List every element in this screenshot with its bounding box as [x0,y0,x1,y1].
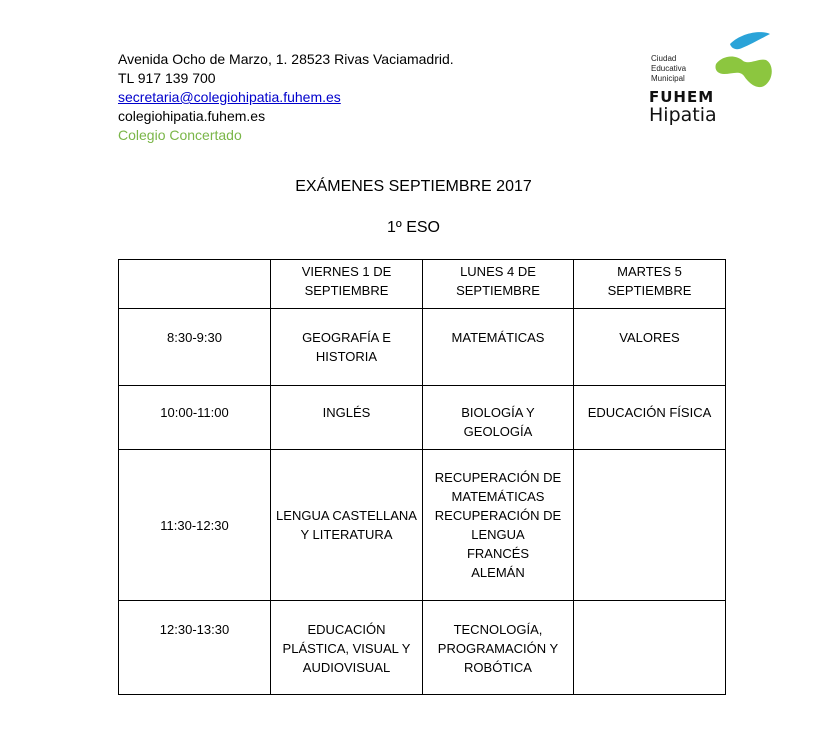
time-cell: 11:30-12:30 [119,450,271,601]
table-row [119,309,726,386]
logo-brand: FUHEM [649,88,715,106]
address-line: Avenida Ocho de Marzo, 1. 28523 Rivas Vaciamadrid. [118,51,454,67]
time-cell: 8:30-9:30 [119,309,271,386]
exam-cell: MATEMÁTICAS [423,309,574,386]
logo-swoosh-icon [712,30,774,92]
school-logo [648,30,778,130]
document-subtitle: 1º ESO [387,219,440,236]
school-type-line: Colegio Concertado [118,127,242,143]
exam-cell: VALORES [574,309,726,386]
phone-line: TL 917 139 700 [118,70,216,86]
website-line: colegiohipatia.fuhem.es [118,108,266,124]
table-row [119,386,726,450]
exam-cell: EDUCACIÓN FÍSICA [574,386,726,450]
contact-block [118,50,454,145]
exam-cell: LENGUA CASTELLANA Y LITERATURA [271,450,423,601]
exam-cell [574,601,726,695]
exam-cell: TECNOLOGÍA, PROGRAMACIÓN Y ROBÓTICA [423,601,574,695]
logo-school-name: Hipatia [649,104,717,126]
exam-cell: GEOGRAFÍA E HISTORIA [271,309,423,386]
exam-cell: EDUCACIÓN PLÁSTICA, VISUAL Y AUDIOVISUAL [271,601,423,695]
exam-cell: RECUPERACIÓN DE MATEMÁTICAS RECUPERACIÓN DE LENGUA FRANCÉS ALEMÁN [423,450,574,601]
header-cell: VIERNES 1 DE SEPTIEMBRE [271,260,423,309]
document-title: EXÁMENES SEPTIEMBRE 2017 [295,178,532,195]
email-link[interactable]: secretaria@colegiohipatia.fuhem.es [118,89,341,105]
header-cell [119,260,271,309]
exam-schedule-table [118,259,726,695]
header-cell: LUNES 4 DE SEPTIEMBRE [423,260,574,309]
exam-cell [574,450,726,601]
table-row [119,601,726,695]
table-header-row [119,260,726,309]
exam-cell: BIOLOGÍA Y GEOLOGÍA [423,386,574,450]
time-cell: 12:30-13:30 [119,601,271,695]
time-cell: 10:00-11:00 [119,386,271,450]
logo-caption: Ciudad Educativa Municipal [651,54,687,83]
header-cell: MARTES 5 SEPTIEMBRE [574,260,726,309]
table-row [119,450,726,601]
exam-cell: INGLÉS [271,386,423,450]
